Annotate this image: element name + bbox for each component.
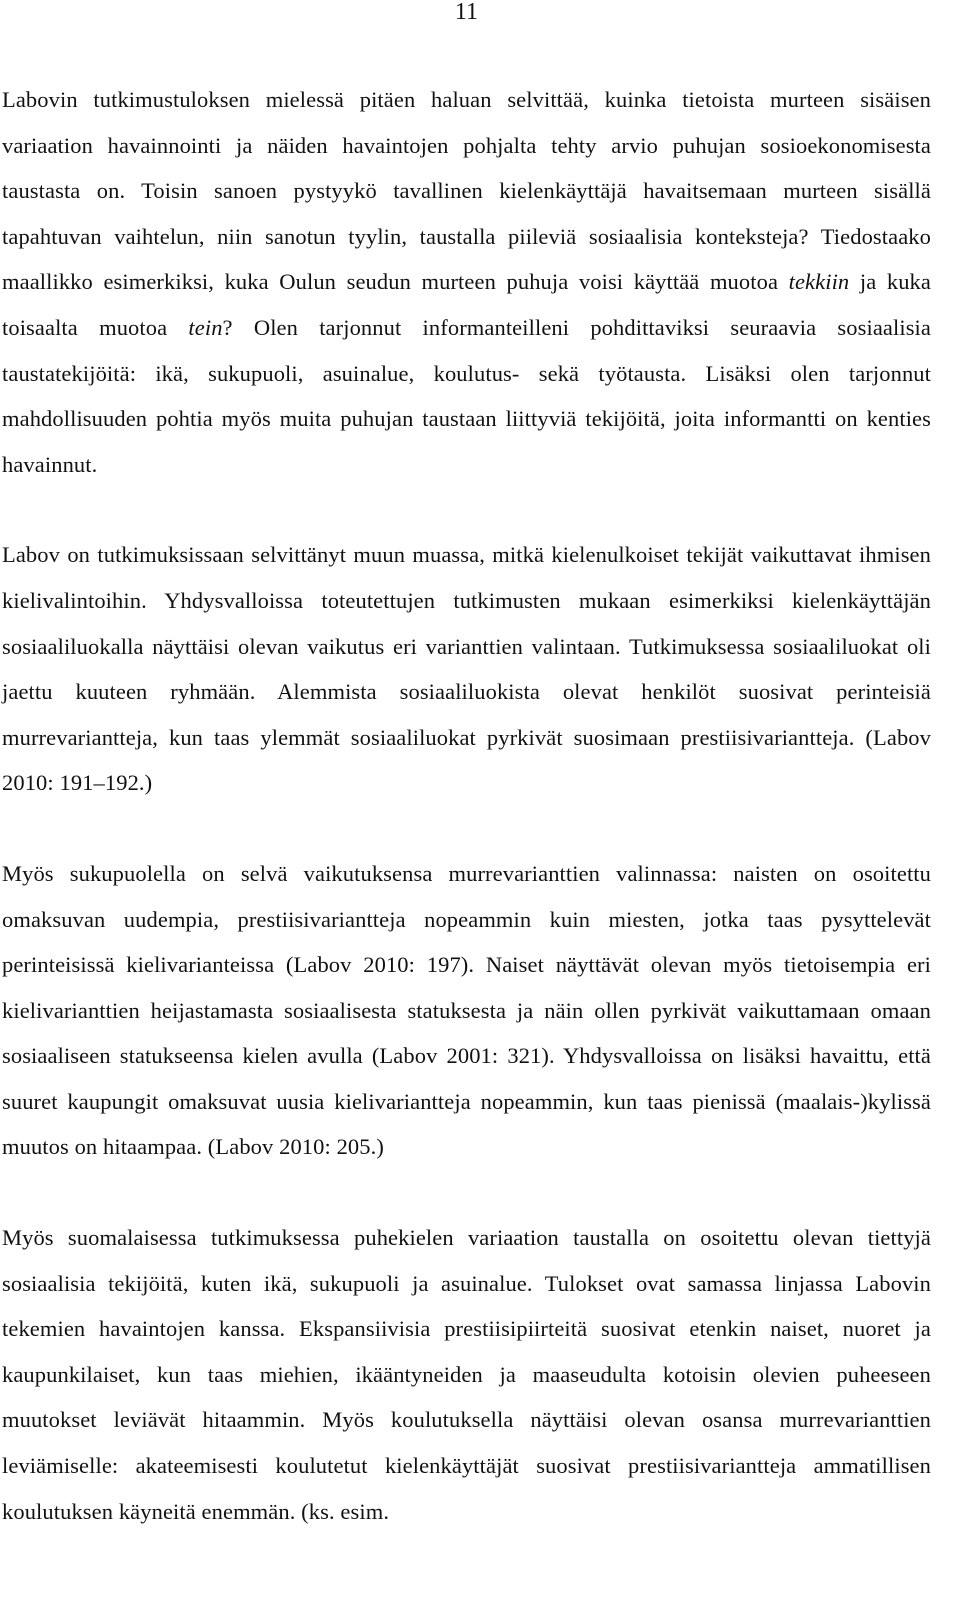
paragraph-1-text-2: ja kuka toisaalta muotoa bbox=[2, 269, 931, 340]
italic-example-tekkiin: tekkiin bbox=[788, 269, 850, 295]
paragraph-1-text-1: Labovin tutkimustuloksen mielessä pitäen haluan selvittää, kuinka tietoista murteen sisäisen variaation havainnointi ja näiden havaintojen pohjalta tehty arvio puhujan sosioekonomisesta taustasta on. Toisin sanoen pystyykö tavallinen kielenkäyttäjä havaitsemaan murteen sisällä tapahtuvan vaihtelun, niin sanotun tyylin, taustalla piileviä sosiaalisia konteksteja? Tiedostaako maallikko esimerkiksi, kuka Oulun seudun murteen puhuja voisi käyttää muotoa bbox=[2, 87, 931, 295]
paragraph-2 bbox=[2, 532, 931, 806]
paragraph-3-text: Myös sukupuolella on selvä vaikutuksensa murrevarianttien valinnassa: naisten on osoitettu omaksuvan uudempia, prestiisivariantteja nopeammin kuin miesten, jotka taas pysyttelevät perinteisissä kielivarianteissa (Labov 2010: 197). Naiset näyttävät olevan myös tietoisempia eri kielivarianttien heijastamasta sosiaalisesta statuksesta ja näin ollen pyrkivät vaikuttamaan omaan sosiaaliseen statukseensa kielen avulla (Labov 2001: 321). Yhdysvalloissa on lisäksi havaittu, että suuret kaupungit omaksuvat uusia kielivariantteja nopeammin, kun taas pienissä (maalais-)kylissä muutos on hitaampaa. (Labov 2010: 205.) bbox=[2, 860, 931, 1160]
paragraph-3 bbox=[2, 851, 931, 1170]
paragraph-2-text: Labov on tutkimuksissaan selvittänyt muun muassa, mitkä kielenulkoiset tekijät vaikuttavat ihmisen kielivalintoihin. Yhdysvalloissa toteutettujen tutkimusten mukaan esimerkiksi kielenkäyttäjän sosiaaliluokalla näyttäisi olevan vaikutus eri varianttien valintaan. Tutkimuksessa sosiaaliluokat oli jaettu kuuteen ryhmään. Alemmista sosiaaliluokista olevat henkilöt suosivat perinteisiä murrevariantteja, kun taas ylemmät sosiaaliluokat pyrkivät suosimaan prestiisivariantteja. (Labov 2010: 191–192.) bbox=[2, 542, 931, 796]
paragraph-4-text: Myös suomalaisessa tutkimuksessa puhekielen variaation taustalla on osoitettu olevan tiettyjä sosiaalisia tekijöitä, kuten ikä, sukupuoli ja asuinalue. Tulokset ovat samassa linjassa Labovin tekemien havaintojen kanssa. Ekspansiivisia prestiisipiirteitä suosivat etenkin naiset, nuoret ja kaupunkilaiset, kun taas miehien, ikääntyneiden ja maaseudulta kotoisin olevien puheeseen muutokset leviävät hitaammin. Myös koulutuksella näyttäisi olevan osansa murrevarianttien leviämiselle: akateemisesti koulutetut kielenkäyttäjät suosivat prestiisivariantteja ammatillisen koulutuksen käyneitä enemmän. (ks. esim. bbox=[2, 1225, 931, 1524]
paragraph-1 bbox=[2, 77, 931, 487]
paragraph-1-text-3: ? Olen tarjonnut informanteilleni pohdittaviksi seuraavia sosiaalisia taustatekijöitä: ikä, sukupuoli, asuinalue, koulutus- sekä työtausta. Lisäksi olen tarjonnut mahdollisuuden pohtia myös muita puhujan taustaan liittyviä tekijöitä, joita informantti on kenties havainnut. bbox=[2, 314, 931, 477]
document-body bbox=[2, 77, 931, 1579]
page-number: 11 bbox=[454, 0, 478, 25]
italic-example-tein: tein bbox=[188, 314, 223, 340]
paragraph-4 bbox=[2, 1215, 931, 1534]
